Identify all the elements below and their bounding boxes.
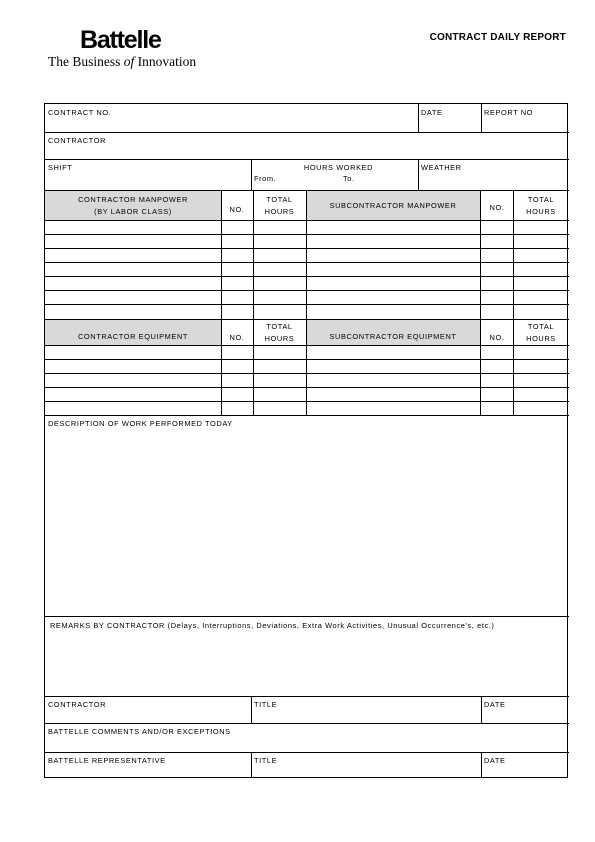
remarks-label: REMARKS BY CONTRACTOR (Delays, Interruptions, Deviations, Extra Work Activities, Unusual Occurrence's, etc.) <box>50 621 495 630</box>
to-label: To. <box>343 174 355 183</box>
hours-label: HOURS <box>264 207 295 216</box>
battelle-rep-field[interactable] <box>45 752 251 779</box>
logo-tagline-of: of <box>123 54 135 69</box>
battelle-rep-label: BATTELLE REPRESENTATIVE <box>48 756 166 765</box>
date-field[interactable] <box>418 104 481 132</box>
shift-field[interactable] <box>45 159 251 190</box>
shift-label: SHIFT <box>48 163 73 172</box>
hours-worked-field[interactable] <box>251 159 418 190</box>
row-line <box>45 276 569 277</box>
divider <box>45 220 569 221</box>
logo-tagline <box>48 54 218 70</box>
from-label: From. <box>254 174 277 183</box>
contractor-manpower-header <box>45 191 221 220</box>
hours-label: HOURS <box>264 334 295 343</box>
description-label: DESCRIPTION OF WORK PERFORMED TODAY <box>48 419 233 428</box>
divider <box>251 159 252 190</box>
contract-no-field[interactable] <box>45 104 418 132</box>
daily-report-form <box>44 103 568 778</box>
divider <box>481 696 482 723</box>
contractor-label: CONTRACTOR <box>48 136 107 145</box>
report-no-field[interactable] <box>481 104 569 132</box>
column-line <box>253 191 254 415</box>
document-title: CONTRACT DAILY REPORT <box>429 32 566 43</box>
row-line <box>45 359 569 360</box>
divider <box>481 104 482 132</box>
total-label: TOTAL <box>266 322 293 331</box>
manpower-total-hours-header <box>253 191 306 220</box>
contractor-sign-field[interactable] <box>45 696 251 723</box>
total-label: TOTAL <box>266 195 293 204</box>
divider <box>45 345 569 346</box>
sub-manpower-no-header: NO. <box>489 203 505 212</box>
subcontractor-equipment-header: SUBCONTRACTOR EQUIPMENT <box>329 332 457 341</box>
sub-equipment-no-header: NO. <box>489 333 505 342</box>
contract-no-label: CONTRACT NO. <box>48 108 112 117</box>
weather-field[interactable] <box>418 159 569 190</box>
row-line <box>45 387 569 388</box>
contractor-title-field[interactable] <box>251 696 481 723</box>
row-line <box>45 262 569 263</box>
total-label: TOTAL <box>527 195 555 204</box>
remarks-field[interactable] <box>45 616 569 696</box>
contractor-manpower-label: CONTRACTOR MANPOWER <box>78 195 188 204</box>
column-line <box>221 191 222 415</box>
report-no-label: REPORT NO <box>484 108 534 117</box>
battelle-comments-field[interactable] <box>45 723 569 752</box>
subcontractor-manpower-header: SUBCONTRACTOR MANPOWER <box>329 201 457 210</box>
battelle-date-label: DATE <box>484 756 506 765</box>
column-line <box>513 191 514 415</box>
date-label: DATE <box>421 108 443 117</box>
contractor-equipment-header: CONTRACTOR EQUIPMENT <box>78 332 188 341</box>
divider <box>418 159 419 190</box>
battelle-comments-label: BATTELLE COMMENTS AND/OR EXCEPTIONS <box>48 727 231 736</box>
row-line <box>45 248 569 249</box>
row-line <box>45 401 569 402</box>
hours-label: HOURS <box>526 334 556 343</box>
contractor-date-label: DATE <box>484 700 506 709</box>
hours-worked-label: HOURS WORKED <box>303 163 374 172</box>
row-line <box>45 373 569 374</box>
hours-label: HOURS <box>526 207 556 216</box>
battelle-title-label: TITLE <box>254 756 278 765</box>
divider <box>251 696 252 723</box>
logo-tagline-post: Innovation <box>134 54 197 69</box>
total-label: TOTAL <box>527 322 555 331</box>
divider <box>418 104 419 132</box>
contractor-sign-label: CONTRACTOR <box>48 700 107 709</box>
row-line <box>45 234 569 235</box>
battelle-logo <box>48 26 218 70</box>
sub-equipment-total-hours-header <box>513 320 569 345</box>
divider <box>251 752 252 777</box>
row-line <box>45 304 569 305</box>
column-line <box>306 191 307 415</box>
row-line <box>45 290 569 291</box>
equipment-no-header: NO. <box>229 333 245 342</box>
description-field[interactable] <box>45 415 569 616</box>
column-line <box>480 191 481 415</box>
divider <box>481 752 482 777</box>
sub-manpower-total-hours-header <box>513 191 569 220</box>
logo-tagline-pre: The Business <box>48 54 124 69</box>
equipment-total-hours-header <box>253 320 306 345</box>
battelle-title-field[interactable] <box>251 752 481 779</box>
logo-wordmark: Battelle <box>80 26 161 54</box>
manpower-no-header: NO. <box>229 205 245 214</box>
contractor-date-field[interactable] <box>481 696 569 723</box>
contractor-title-label: TITLE <box>254 700 278 709</box>
contractor-field[interactable] <box>45 132 569 159</box>
battelle-date-field[interactable] <box>481 752 569 779</box>
labor-class-label: (BY LABOR CLASS) <box>94 207 172 216</box>
weather-label: WEATHER <box>421 163 462 172</box>
